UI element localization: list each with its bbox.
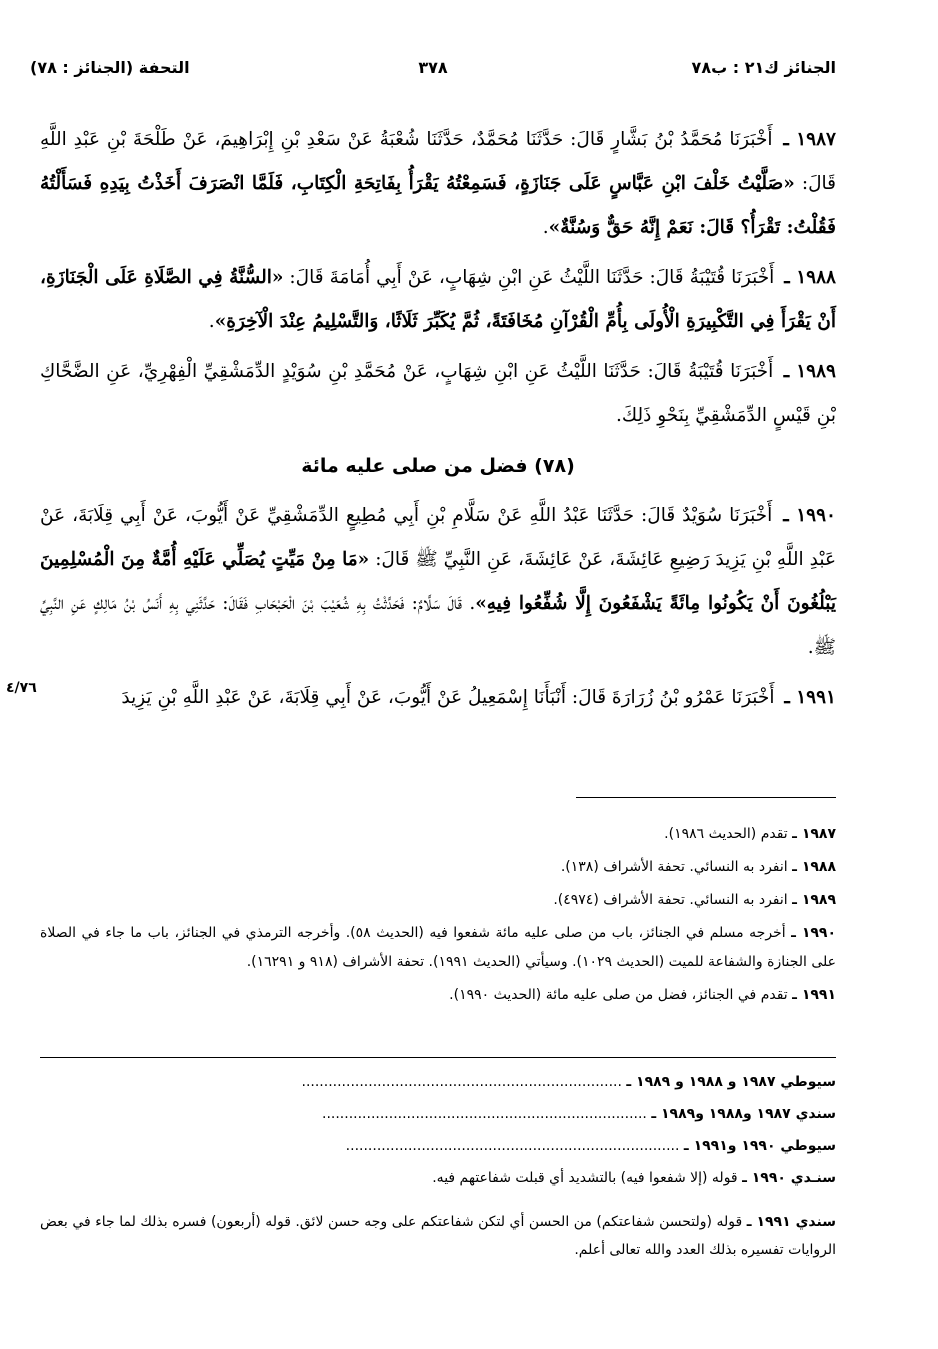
footnote: [40, 853, 836, 882]
hadith-number: ١٩٩٠ ـ: [783, 505, 836, 526]
footnote-text: انفرد به النسائي. تحفة الأشراف (٤٩٧٤).: [553, 892, 788, 908]
footnote-number: ١٩٩٠ ـ: [791, 925, 836, 941]
footnote: [40, 981, 836, 1010]
main-text: [40, 118, 836, 726]
commentary-line: [40, 1130, 836, 1162]
dot-leader: ...........................................................................: [345, 1138, 680, 1154]
hadith-1991: [40, 676, 836, 720]
commentary-label: سنـدي ١٩٩٠ ـ: [742, 1170, 836, 1186]
page-number: ٣٧٨: [418, 58, 448, 77]
commentary-label: سيوطي ١٩٨٧ و ١٩٨٨ و ١٩٨٩ ـ: [626, 1074, 836, 1090]
hadith-tail: . قَالَ سَلَّامٌ: فَحَدَّثْتُ بِهِ شُعَيْبَ بْنَ الْحَبْحَابِ فَقَالَ: حَدَّثَنِي بِهِ أَنَسُ بْنُ مَالِكٍ عَنِ النَّبِيِّ ﷺ.: [40, 593, 836, 658]
footnote-number: ١٩٨٩ ـ: [792, 892, 836, 908]
footnote: [40, 919, 836, 977]
footnote-number: ١٩٩١ ـ: [792, 987, 836, 1003]
hadith-matn: «مَا مِنْ مَيِّتٍ يُصَلِّي عَلَيْهِ أُمَّةٌ مِنَ الْمُسْلِمِينَ يَبْلُغُونَ أَنْ يَكُونُوا مِائَةً يَشْفَعُونَ إِلَّا شُفِّعُوا فِيهِ»: [40, 549, 836, 614]
hadith-matn: «السُّنَّةُ فِي الصَّلَاةِ عَلَى الْجَنَازَةِ، أَنْ يَقْرَأَ فِي التَّكْبِيرَةِ الْأُولَى بِأُمِّ الْقُرْآنِ مُخَافَتَةً، ثُمَّ يُكَبِّرَ ثَلَاثًا، وَالتَّسْلِيمُ عِنْدَ الْآخِرَةِ»: [40, 267, 836, 332]
hadith-tail: .: [542, 217, 549, 238]
commentary-paragraph: [40, 1208, 836, 1264]
footnotes: [40, 820, 836, 1014]
footnote: [40, 886, 836, 915]
footnote-text: أخرجه مسلم في الجنائز، باب من صلى عليه مائة شفعوا فيه (الحديث ٥٨). وأخرجه الترمذي في الجنائز، باب ما جاء في الصلاة على الجنازة والشفاعة للميت (الحديث ١٠٢٩). وسيأتي (الحديث ١٩٩١). تحفة الأشراف (٩١٨ و ١٦٢٩١).: [40, 925, 836, 970]
commentary-line: [40, 1098, 836, 1130]
footnote-number: ١٩٨٨ ـ: [792, 859, 836, 875]
hadith-number: ١٩٨٨ ـ: [784, 267, 836, 288]
hadith-isnad: أَخْبَرَنَا سُوَيْدٌ قَالَ: حَدَّثَنَا عَبْدُ اللَّهِ عَنْ سَلَّامِ بْنِ أَبِي مُطِيعٍ الدِّمَشْقِيِّ عَنْ أَيُّوبَ، عَنْ أَبِي قِلَابَةَ، عَنْ عَبْدِ اللَّهِ بْنِ يَزِيدَ رَضِيعِ عَائِشَةَ، عَنْ عَائِشَةَ، عَنِ النَّبِيِّ ﷺ قَالَ:: [40, 505, 836, 570]
running-header: [30, 58, 836, 84]
hadith-number: ١٩٩١ ـ: [784, 687, 836, 708]
commentary: [40, 1066, 836, 1278]
footnote: [40, 820, 836, 849]
hadith-1989: [40, 350, 836, 438]
commentary-label: سندي ١٩٨٧ و١٩٨٨ و١٩٨٩ ـ: [651, 1106, 836, 1122]
commentary-text: قوله (إلا شفعوا فيه) بالتشديد أي قبلت شفاعتهم فيه.: [432, 1170, 738, 1186]
commentary-label: سندي ١٩٩١ ـ: [746, 1214, 836, 1230]
commentary-label: سيوطي ١٩٩٠ و١٩٩١ ـ: [683, 1138, 836, 1154]
header-tuhfa-ref: التحفة (الجنائز : ٧٨): [30, 58, 190, 77]
dot-leader: .........................................................................: [322, 1106, 647, 1122]
footnote-number: ١٩٨٧ ـ: [792, 826, 836, 842]
hadith-1988: [40, 256, 836, 344]
footnote-text: تقدم (الحديث ١٩٨٦).: [664, 826, 788, 842]
hadith-tail: .: [208, 311, 215, 332]
commentary-text: قوله (ولتحسن شفاعتكم) من الحسن أي لتكن شفاعتكم على وجه حسن لائق. قوله (أربعون) فسره بذلك لما جاء في بعض الروايات تفسيره بذلك العدد والله تعالى أعلم.: [40, 1214, 836, 1258]
hadith-number: ١٩٨٧ ـ: [783, 129, 836, 150]
commentary-line: [40, 1066, 836, 1098]
hadith-1990: [40, 494, 836, 670]
hadith-isnad: أَخْبَرَنَا عَمْرُو بْنُ زُرَارَةَ قَالَ: أَنْبَأَنَا إِسْمَعِيلُ عَنْ أَيُّوبَ، عَنْ أَبِي قِلَابَةَ، عَنْ عَبْدِ اللَّهِ بْنِ يَزِيدَ: [121, 687, 775, 708]
margin-reference: ٤/٧٦: [6, 680, 37, 696]
hadith-number: ١٩٨٩ ـ: [783, 361, 836, 382]
commentary-line: [40, 1162, 836, 1194]
hadith-matn: «صَلَّيْتُ خَلْفَ ابْنِ عَبَّاسٍ عَلَى جَنَازَةٍ، فَسَمِعْتُهُ يَقْرَأُ بِفَاتِحَةِ الْكِتَابِ، فَلَمَّا انْصَرَفَ أَخَذْتُ بِيَدِهِ فَسَأَلْتُهُ فَقُلْتُ: تَقْرَأُ؟ قَالَ: نَعَمْ إِنَّهُ حَقٌّ وَسُنَّةٌ»: [40, 173, 836, 238]
hadith-isnad: أَخْبَرَنَا قُتَيْبَةُ قَالَ: حَدَّثَنَا اللَّيْثُ عَنِ ابْنِ شِهَابٍ، عَنْ مُحَمَّدِ بْنِ سُوَيْدٍ الدِّمَشْقِيِّ الْفِهْرِيِّ، عَنِ الضَّحَّاكِ بْنِ قَيْسٍ الدِّمَشْقِيِّ بِنَحْوِ ذَلِكَ.: [40, 361, 836, 426]
commentary-divider: [40, 1057, 836, 1058]
chapter-title: (٧٨) فضل من صلى عليه مائة: [301, 455, 575, 477]
hadith-isnad: أَخْبَرَنَا قُتَيْبَةُ قَالَ: حَدَّثَنَا اللَّيْثُ عَنِ ابْنِ شِهَابٍ، عَنْ أَبِي أُمَامَةَ قَالَ:: [283, 267, 775, 288]
footnote-text: انفرد به النسائي. تحفة الأشراف (١٣٨).: [560, 859, 788, 875]
hadith-isnad: أَخْبَرَنَا مُحَمَّدُ بْنُ بَشَّارٍ قَالَ: حَدَّثَنَا مُحَمَّدٌ، حَدَّثَنَا شُعْبَةُ عَنْ سَعْدِ بْنِ إِبْرَاهِيمَ، عَنْ طَلْحَةَ بْنِ عَبْدِ اللَّهِ قَالَ:: [40, 129, 837, 194]
dot-leader: ........................................................................: [301, 1074, 622, 1090]
header-chapter-ref: الجنائز ك٢١ : ب٧٨: [691, 58, 836, 77]
footnote-text: تقدم في الجنائز، فضل من صلى عليه مائة (الحديث ١٩٩٠).: [449, 987, 788, 1003]
footnote-divider: [576, 797, 836, 798]
hadith-1987: [40, 118, 836, 250]
